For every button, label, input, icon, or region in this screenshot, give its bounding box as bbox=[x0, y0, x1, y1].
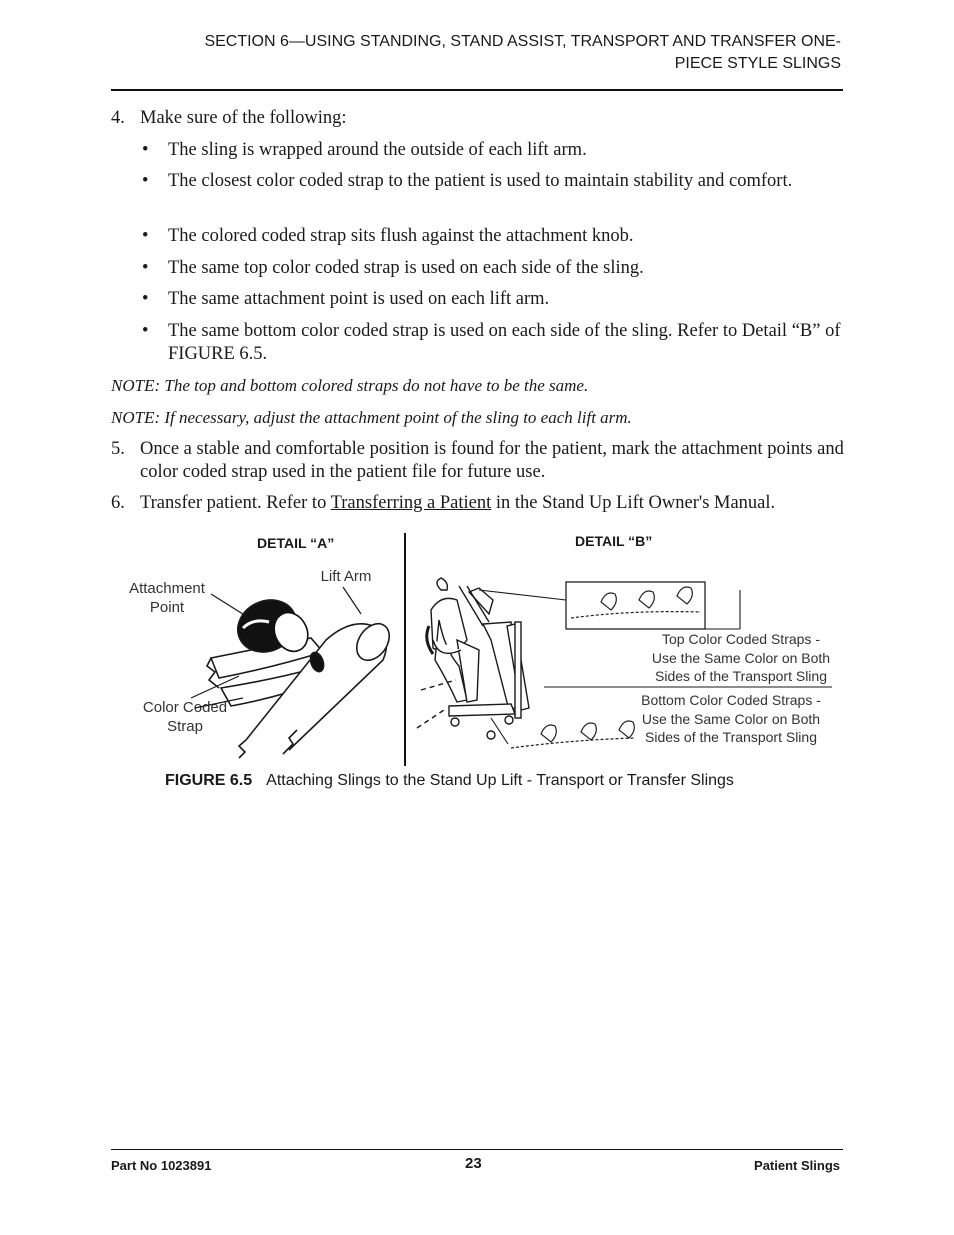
top-straps-label: Top Color Coded Straps - Use the Same Color on Both Sides of the Transport Sling bbox=[651, 631, 831, 684]
header-line-1: SECTION 6—USING STANDING, STAND ASSIST, TRANSPORT AND TRANSFER ONE- bbox=[204, 33, 841, 50]
step-number: 5. bbox=[111, 439, 125, 459]
step-number: 4. bbox=[111, 108, 125, 128]
figure-illustration bbox=[111, 530, 843, 770]
bullet-text: The colored coded strap sits flush against the attachment knob. bbox=[168, 226, 634, 246]
transferring-patient-link[interactable]: Transferring a Patient bbox=[330, 493, 492, 513]
bullet-item bbox=[111, 139, 846, 163]
attachment-point-label: Attachment Point bbox=[129, 580, 205, 616]
color-coded-strap-label: Color Coded Strap bbox=[142, 699, 228, 735]
top-strap-detail-box bbox=[566, 582, 705, 629]
page-header bbox=[81, 31, 841, 75]
step-number: 6. bbox=[111, 493, 125, 513]
bullet-text: The same bottom color coded strap is used on each side of the sling. Refer to Detail “B” of FIGURE 6.5. bbox=[168, 321, 841, 364]
bullet-marker: • bbox=[142, 289, 149, 309]
step-text-after: in the Stand Up Lift Owner's Manual. bbox=[491, 493, 776, 513]
header-line-2: PIECE STYLE SLINGS bbox=[674, 55, 841, 72]
page-number: 23 bbox=[465, 1155, 482, 1172]
step-text: Once a stable and comfortable position is found for the patient, mark the attachment points and color coded strap used in the patient file for future use. bbox=[140, 439, 844, 482]
footer-part-number: Part No 1023891 bbox=[111, 1158, 212, 1173]
footer-title: Patient Slings bbox=[754, 1158, 840, 1173]
caption-label: FIGURE 6.5 bbox=[165, 772, 253, 789]
bullet-text: The closest color coded strap to the patient is used to maintain stability and comfort. bbox=[168, 171, 793, 191]
bullet-marker: • bbox=[142, 140, 149, 160]
step-text: Make sure of the following: bbox=[140, 108, 347, 128]
bullet-marker: • bbox=[142, 321, 149, 341]
bullet-item bbox=[111, 225, 846, 249]
step-6 bbox=[111, 492, 846, 516]
bullet-marker: • bbox=[142, 258, 149, 278]
detail-a-title: DETAIL “A” bbox=[257, 535, 335, 551]
bullet-item bbox=[111, 320, 846, 368]
bottom-strap-drawing bbox=[511, 721, 635, 748]
bullet-text: The sling is wrapped around the outside of each lift arm. bbox=[168, 140, 587, 160]
bottom-straps-label: Bottom Color Coded Straps - Use the Same Color on Both Sides of the Transport Sling bbox=[641, 692, 821, 745]
bullet-text: The same top color coded strap is used on each side of the sling. bbox=[168, 258, 644, 278]
detail-b-lift-drawing bbox=[417, 578, 529, 739]
bullet-text: The same attachment point is used on each lift arm. bbox=[168, 289, 550, 309]
figure-caption bbox=[165, 772, 734, 790]
bullet-item bbox=[111, 170, 846, 218]
step-4 bbox=[111, 107, 846, 131]
footer-divider bbox=[111, 1149, 843, 1150]
step-5 bbox=[111, 438, 846, 486]
bullet-marker: • bbox=[142, 171, 149, 191]
note: NOTE: The top and bottom colored straps do not have to be the same. bbox=[111, 376, 589, 395]
step-text-before: Transfer patient. Refer to bbox=[140, 493, 331, 513]
bullet-item bbox=[111, 288, 846, 312]
detail-b-title: DETAIL “B” bbox=[575, 533, 653, 549]
detail-a-drawing bbox=[207, 591, 396, 758]
note: NOTE: If necessary, adjust the attachment point of the sling to each lift arm. bbox=[111, 408, 632, 427]
caption-text: Attaching Slings to the Stand Up Lift - Transport or Transfer Slings bbox=[266, 772, 734, 789]
lift-arm-label: Lift Arm bbox=[320, 568, 372, 585]
bullet-item bbox=[111, 257, 846, 281]
header-divider bbox=[111, 89, 843, 91]
step-text bbox=[140, 492, 848, 515]
bullet-marker: • bbox=[142, 226, 149, 246]
figure-6-5 bbox=[111, 530, 843, 770]
